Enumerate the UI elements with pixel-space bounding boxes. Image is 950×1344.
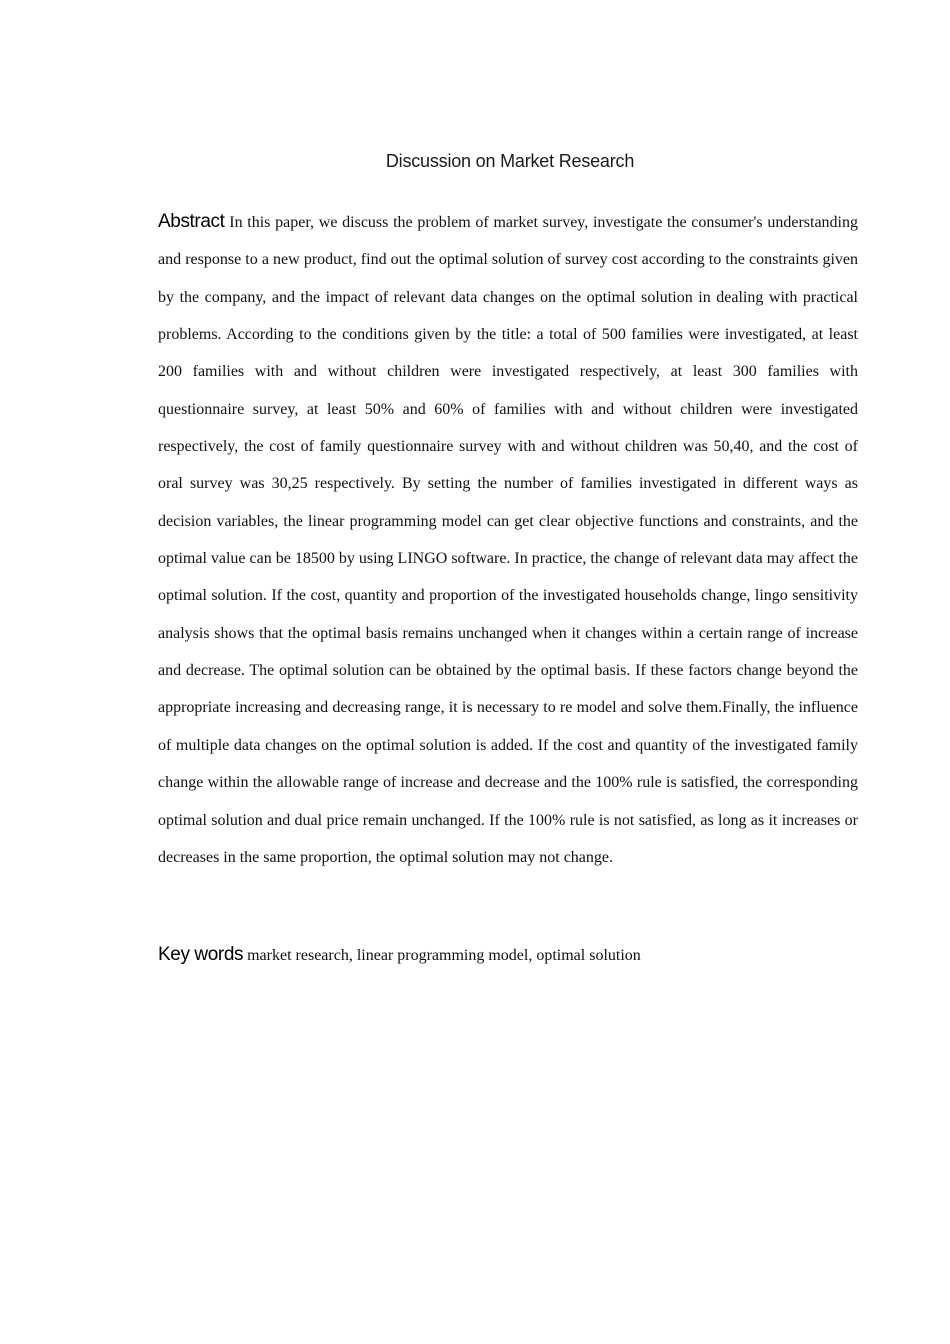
paper-title: Discussion on Market Research: [385, 151, 635, 171]
keywords-text: market research, linear programming model, optimal solution: [247, 947, 641, 964]
abstract-label: Abstract: [158, 211, 225, 232]
keywords-label: Key words: [158, 944, 244, 965]
abstract-paragraph: [158, 203, 858, 876]
keywords-paragraph: [158, 938, 858, 973]
abstract-text: In this paper, we discuss the problem of market survey, investigate the consumer's understanding and response to a new product, find out the optimal solution of survey cost according to the constraints given by the company, and the impact of relevant data changes on the optimal solution in dealing with practical problems. According to the conditions given by the title: a total of 500 families were investigated, at least 200 families with and without children were investigated respectively, at least 300 families with questionnaire survey, at least 50% and 60% of families with and without children were investigated respectively, the cost of family questionnaire survey with and without children was 50,40, and the cost of oral survey was 30,25 respectively. By setting the number of families investigated in different ways as decision variables, the linear programming model can get clear objective functions and constraints, and the optimal value can be 18500 by using LINGO software. In practice, the change of relevant data may affect the optimal solution. If the cost, quantity and proportion of the investigated households change, lingo sensitivity analysis shows that the optimal basis remains unchanged when it changes within a certain range of increase and decrease. The optimal solution can be obtained by the optimal basis. If these factors change beyond the appropriate increasing and decreasing range, it is necessary to re model and solve them.Finally, the influence of multiple data changes on the optimal solution is added. If the cost and quantity of the investigated family change within the allowable range of increase and decrease and the 100% rule is satisfied, the corresponding optimal solution and dual price remain unchanged. If the 100% rule is not satisfied, as long as it increases or decreases in the same proportion, the optimal solution may not change.: [158, 214, 858, 866]
